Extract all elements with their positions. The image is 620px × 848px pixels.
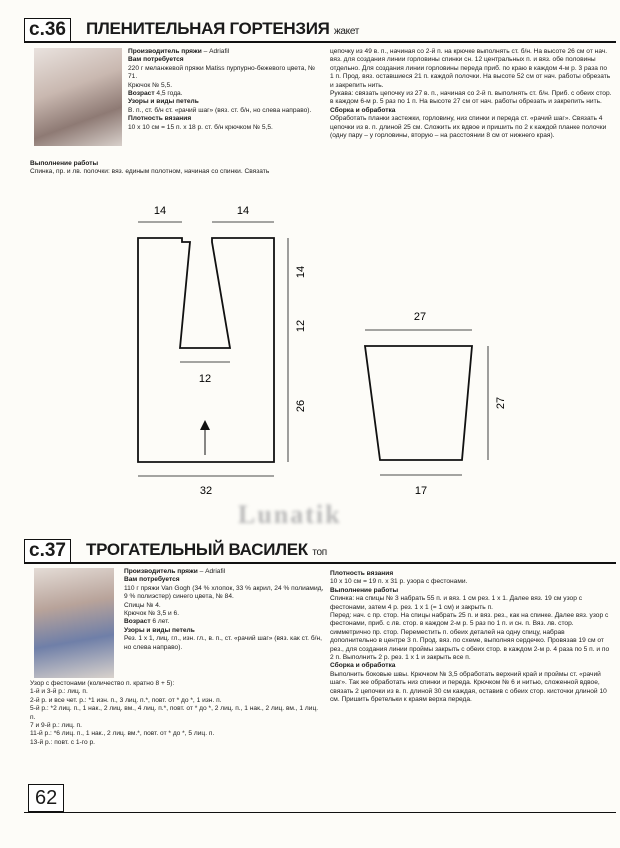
assembly-text-37: Выполнить боковые швы. Крючком № 3,5 обработать верхний край и проймы ст. «рачий шаг». Так же обработать низ спинки и переда. Крючком № 6 и нитью, сложенной вдвое, связать 2 цепочки из в. п. длиной 30 см каждая, оставив с обеих стор. кисточки длиной 10 см. Пришить бретельки к краям верха переда. <box>330 670 607 704</box>
work-text-37-2: Перед: нач. с пр. стор. На спицы набрать 25 п. и вяз. рез., как на спинке. Далее вяз. узор с фестонами, приб. с лв. стор. в каждом 2-м р. 5 раз по 1 п. и сн. п. Вяз. лв. стор. симметрично пр. стор. Переместить п. обеих деталей на одну спицу, набрав дополнительно в центре 3 п. Прод. вяз. по схеме, выполняя сердечко. Провязав 19 см от рез., для создания линии проймы закрыть с обеих стор. в каждом 2-м р. 4 раза по 5 п. и по 2 п. Выполнить 2 р. рез. 1 х 1 и закрыть все п. <box>330 612 610 662</box>
label-neck: 12 <box>198 373 212 385</box>
watermark: Lunatik <box>238 500 342 529</box>
yarn-value: – Adriafil <box>201 48 230 55</box>
pattern-row: 7 и 9-й р.: лиц. п. <box>30 722 82 730</box>
density-label: Плотность вязания <box>128 115 192 123</box>
label-side-mid: 12 <box>295 319 307 333</box>
age-value-37: 6 лет. <box>150 618 170 626</box>
label-side-top: 14 <box>295 265 307 279</box>
pattern-row: 5-й р.: *2 лиц. п., 1 нак., 2 лиц. вм., 4 лиц. п.*, повт. от * до *, 2 лиц. п., 1 нак., 2 лиц. вм., 1 лиц. п. <box>30 705 319 721</box>
section-37-rule <box>24 562 616 564</box>
work-label: Выполнение работы <box>30 160 99 167</box>
label-sleeve-bottom: 17 <box>414 485 428 497</box>
label-bottom: 32 <box>199 485 213 497</box>
needles-text-37: Спицы № 4. <box>124 601 161 609</box>
assembly-text: Обработать планки застежки, горловину, низ спинки и переда ст. «рачий шаг». Связать 4 цепочки из в. п. длиной 25 см. Сложить их вдвое и пришить по 2 к каждой планке полочки (одну пару – у горловины, вторую – на расстоянии 8 см от нижнего края). <box>330 115 607 140</box>
yarn-value-37: – Adriafil <box>197 568 226 575</box>
yarn-label: Производитель пряжи <box>128 48 202 55</box>
section-37-materials <box>124 568 324 652</box>
pattern-row: 13-й р.: повт. с 1-го р. <box>30 738 96 746</box>
patterns-label-37: Узоры и виды петель <box>124 626 195 634</box>
footer-rule <box>24 812 616 813</box>
patterns-text-37: Рез. 1 х 1, лиц. гл., изн. гл., в. п., ст. «рачий шаг» (вяз. как ст. б/н, но слева направо). <box>124 635 322 651</box>
section-36-number: с.36 <box>24 18 71 42</box>
need-text: 220 г меланжевой пряжи Matiss пурпурно-бежевого цвета, № 71. <box>128 64 316 81</box>
section-37-right-column <box>330 570 612 705</box>
sleeve-outline <box>365 346 472 460</box>
need-label: Вам потребуется <box>128 56 184 64</box>
patterns-text: В. п., ст. б/н ст. «рачий шаг» (вяз. ст. б/н, но слева направо). <box>128 106 312 114</box>
density-label-37: Плотность вязания <box>330 570 394 577</box>
pattern-row: Узор с фестонами (количество п. кратно 8 + 5): <box>30 680 175 687</box>
section-37-pattern-rows <box>30 680 325 747</box>
age-label-37: Возраст <box>124 618 151 626</box>
label-side-bottom: 26 <box>295 399 307 413</box>
pattern-row: 2-й р. и все чет. р.: *1 изн. п., 3 лиц. п.*, повт. от * до *, 1 изн. п. <box>30 696 222 704</box>
hook-text: Крючок № 5,5. <box>128 81 173 89</box>
section-37-subtitle: топ <box>312 547 327 558</box>
work-label-37: Выполнение работы <box>330 586 399 594</box>
page-number: 62 <box>28 784 64 812</box>
section-37-title-text: ТРОГАТЕЛЬНЫЙ ВАСИЛЕК <box>86 540 308 559</box>
section-37-photo <box>34 568 114 678</box>
section-36-title-text: ПЛЕНИТЕЛЬНАЯ ГОРТЕНЗИЯ <box>86 19 330 38</box>
pattern-row: 1-й и 3-й р.: лиц. п. <box>30 688 88 696</box>
age-label: Возраст <box>128 90 155 98</box>
section-37-title <box>86 539 327 564</box>
section-36-subtitle: жакет <box>334 26 360 37</box>
density-text: 10 х 10 см = 15 п. х 18 р. ст. б/н крючком № 5,5. <box>128 123 273 131</box>
assembly-label: Сборка и обработка <box>330 106 396 114</box>
density-text-37: 10 х 10 см = 19 п. х 31 р. узора с фестонами. <box>330 578 468 586</box>
label-top-left: 14 <box>153 205 167 217</box>
work-text-37-1: Спинка: на спицы № 3 набрать 55 п. и вяз. 1 см рез. 1 х 1. Далее вяз. 19 см узор с фестонами, затем 4 р. рез. 1 х 1 (= 1 см) и закрыть п. <box>330 595 582 611</box>
need-text-37: 110 г пряжи Van Gogh (34 % хлопок, 33 % акрил, 24 % полиамид, 9 % полиэстер) синего цвета, № 84. <box>124 584 324 601</box>
label-top-right: 14 <box>236 205 250 217</box>
pattern-row: 11-й р.: *6 лиц. п., 1 нак., 2 лиц. вм.*, повт. от * до *, 5 лиц. п. <box>30 730 215 738</box>
direction-arrow-icon <box>200 420 210 430</box>
work-text: Спинка, пр. и лв. полочки: вяз. единым полотном, начиная со спинки. Связать <box>30 168 270 176</box>
yarn-label-37: Производитель пряжи <box>124 568 198 575</box>
assembly-label-37: Сборка и обработка <box>330 662 396 670</box>
label-sleeve-top: 27 <box>413 311 427 323</box>
age-value: 4,5 года. <box>154 90 183 98</box>
need-label-37: Вам потребуется <box>124 576 180 584</box>
right-text-1: цепочку из 49 в. п., начиная со 2-й п. на крючке выполнять ст. б/н. На высоте 26 см от нач. вяз. для создания линии горловины спинки сн. 12 центральных п. и вяз. обе половины отдельно. Для создания линии горловины переда приб. по краю в каждом 4-м р. 3 раза по 1 п. Прод. вяз. оставшиеся 21 п. каждой полочки. На высоте 52 см от нач. работы обрезать и закрепить нить. <box>330 48 611 89</box>
hook-text-37: Крючок № 3,5 и 6. <box>124 610 180 618</box>
right-text-2: Рукава: связать цепочку из 27 в. п., начиная со 2-й п. выполнять ст. б/н. Приб. с обеих стор. в каждом 6-м р. 5 раз по 1 п. На высоте 27 см от нач. работы обрезать и закрепить нить. <box>330 90 612 106</box>
section-37-number: с.37 <box>24 539 71 563</box>
label-sleeve-side: 27 <box>495 396 507 410</box>
patterns-label: Узоры и виды петель <box>128 98 199 106</box>
